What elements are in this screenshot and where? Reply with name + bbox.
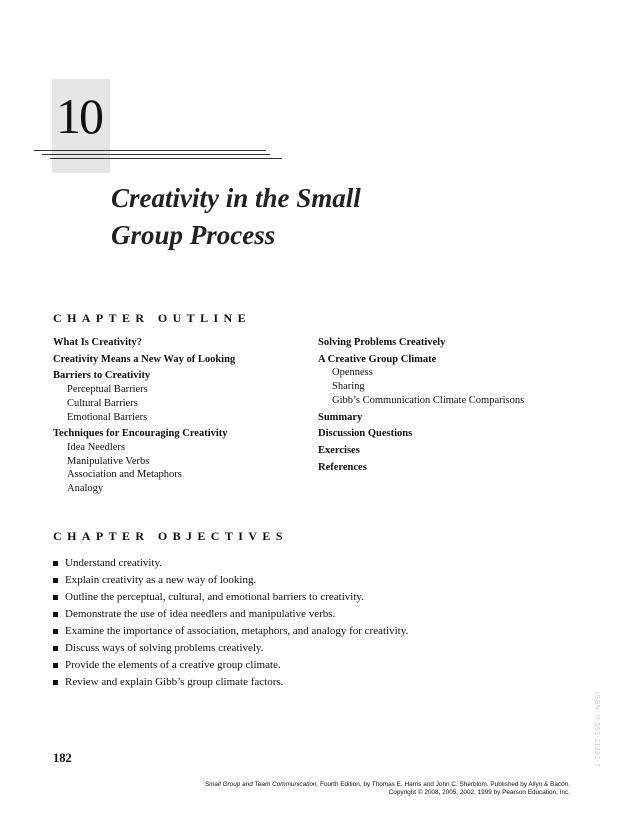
outline-section: Techniques for Encouraging Creativity [53,428,228,440]
decorative-rule-1 [34,150,266,151]
objective-text: Examine the importance of association, metaphors, and analogy for creativity. [65,625,409,637]
outline-subsection: Idea Needlers [67,441,126,453]
square-bullet-icon [53,578,58,583]
outline-subsection: Emotional Barriers [67,411,148,423]
objective-item [53,606,573,623]
outline-subsection: Manipulative Verbs [67,455,150,467]
objective-item [53,572,573,589]
objectives-heading: CHAPTER OBJECTIVES [53,529,288,543]
copyright-footer [205,781,570,797]
objective-item [53,657,573,674]
outline-subsection: Openness [332,367,373,379]
outline-subsection: Cultural Barriers [67,397,138,409]
objective-text: Provide the elements of a creative group climate. [65,659,281,671]
footer-book-title: Small Group and Team Communication, [204,781,319,788]
outline-section: What Is Creativity? [53,337,143,348]
chapter-number: 10 [56,88,102,144]
outline-section: Solving Problems Creatively [318,337,446,348]
square-bullet-icon [53,612,58,617]
objective-text: Outline the perceptual, cultural, and emotional barriers to creativity. [65,591,364,603]
outline-heading: CHAPTER OUTLINE [53,311,252,325]
outline-right-column [318,336,578,474]
outline-section: Summary [318,411,363,423]
outline-section: Creativity Means a New Way of Looking [53,353,236,365]
objective-text: Demonstrate the use of idea needlers and manipulative verbs. [65,608,336,620]
outline-subsection: Perceptual Barriers [67,384,148,396]
objectives-list [53,555,573,691]
outline-section: Discussion Questions [318,428,413,440]
outline-section: Barriers to Creativity [53,370,151,382]
objective-item [53,640,573,657]
decorative-rule-2 [42,154,270,155]
square-bullet-icon [53,680,58,685]
square-bullet-icon [53,595,58,600]
objective-item [53,623,573,640]
objective-text: Review and explain Gibb’s group climate factors. [65,676,284,688]
footer-line-1 [205,781,570,789]
square-bullet-icon [53,561,58,566]
decorative-rule-3 [50,158,282,159]
outline-section: References [318,461,367,473]
objective-item [53,555,573,572]
outline-left-column [53,336,313,496]
chapter-title-line-1: Creativity in the Small [111,183,361,213]
objective-text: Understand creativity. [65,557,163,569]
square-bullet-icon [53,646,58,651]
page-number: 182 [53,751,72,765]
outline-subsection: Gibb’s Communication Climate Comparisons [332,394,525,406]
outline-section: Exercises [318,444,360,456]
outline-subsection: Sharing [332,381,365,393]
objective-text: Discuss ways of solving problems creatively. [65,642,264,654]
objective-item [53,589,573,606]
footer-line-2: Copyright © 2008, 2005, 2002, 1999 by Pearson Education, Inc. [388,789,570,796]
outline-subsection: Analogy [67,483,104,495]
square-bullet-icon [53,663,58,668]
isbn-watermark: ISBN: 0-555-11282-7 [593,692,600,768]
outline-section: A Creative Group Climate [318,353,437,365]
square-bullet-icon [53,629,58,634]
outline-subsection: Association and Metaphors [67,469,182,481]
footer-line-1-text: Fourth Edition, by Thomas E. Harris and John C. Sherblom. Published by Allyn & Bacon. [318,781,570,788]
chapter-title [111,180,531,254]
chapter-title-line-2: Group Process [111,220,276,250]
objective-text: Explain creativity as a new way of looking. [65,574,257,586]
objective-item [53,674,573,691]
